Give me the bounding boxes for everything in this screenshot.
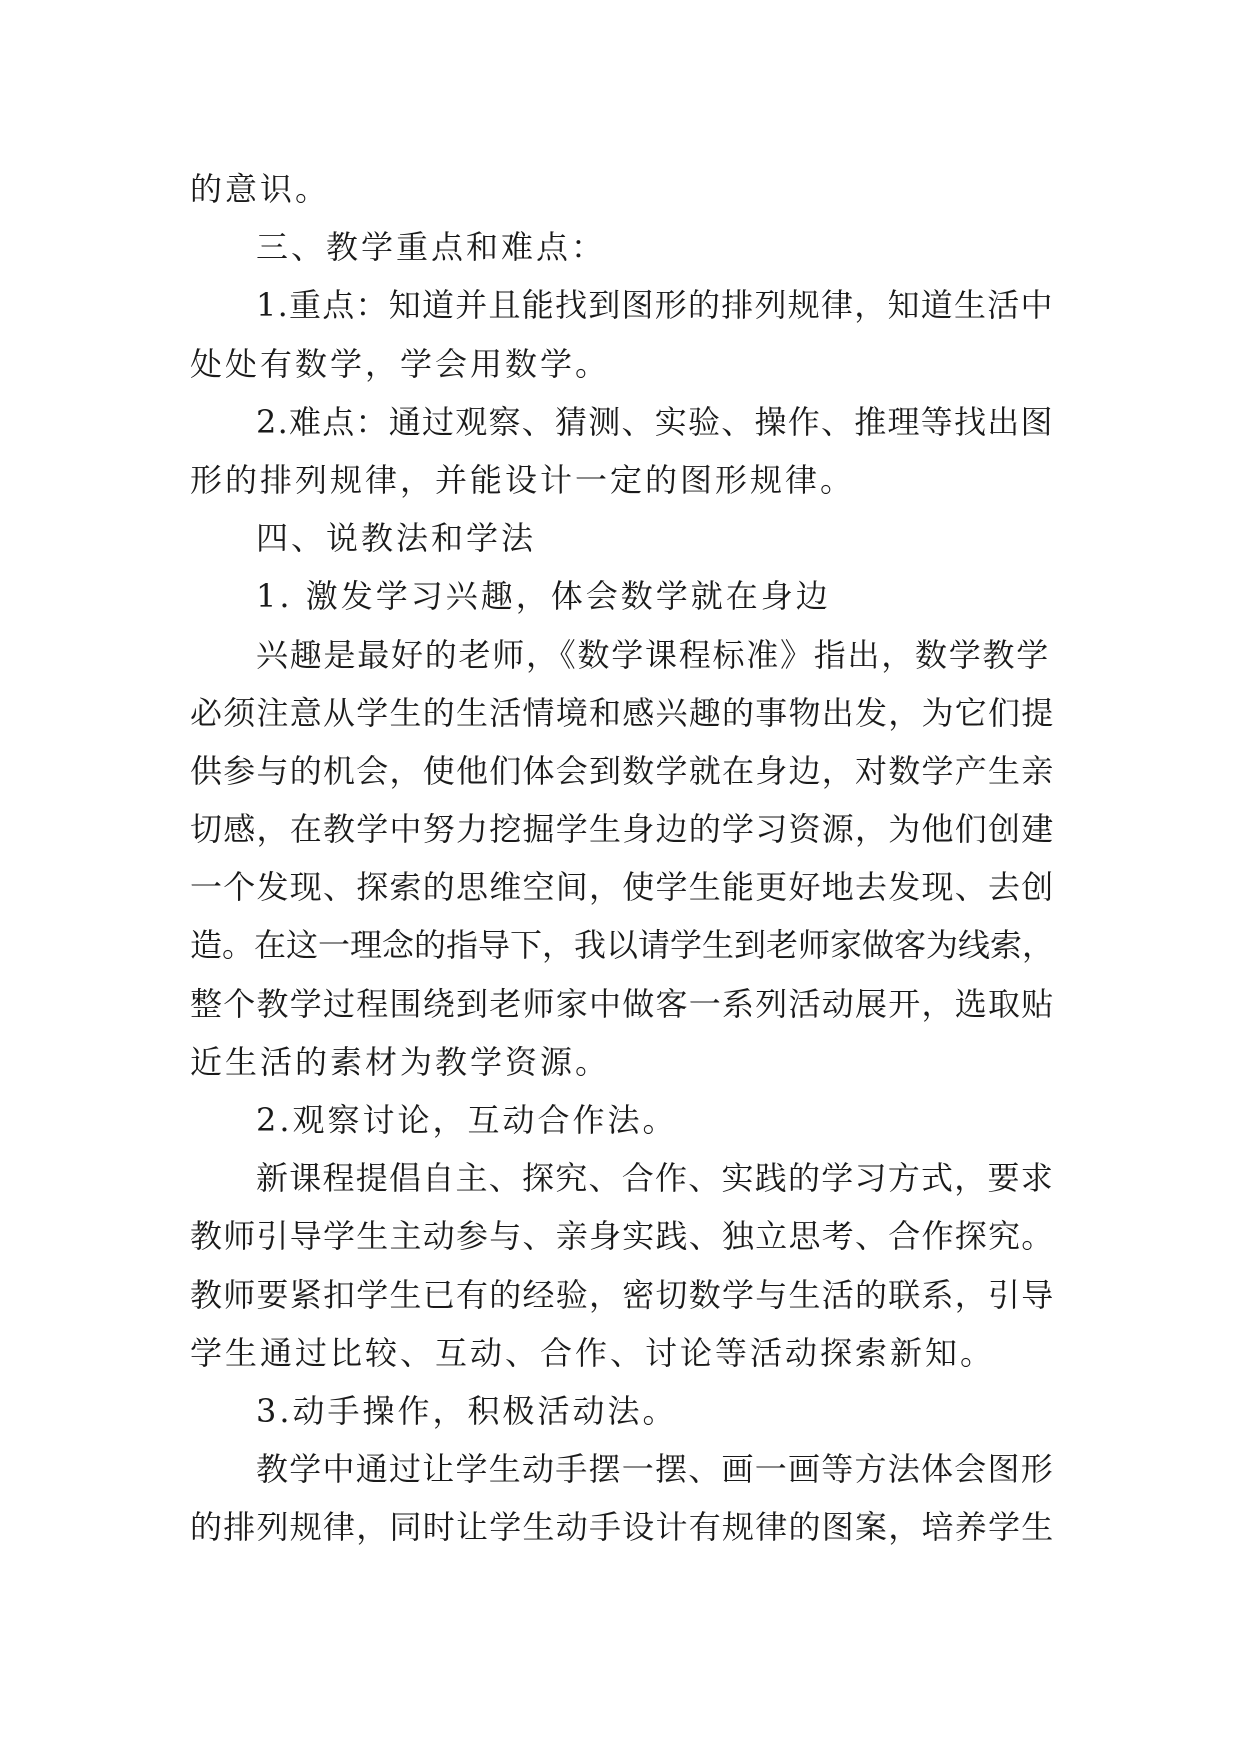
text-line: 三、教学重点和难点： [256,228,607,267]
text-line: 新课程提倡自主、探究、合作、实践的学习方式，要求 [256,1159,1055,1198]
text-line: 教师引导学生主动参与、亲身实践、独立思考、合作探究。 [190,1217,1055,1256]
document-body-text [190,160,1055,1557]
text-line: 1.重点：知道并且能找到图形的排列规律，知道生活中 [256,286,1054,325]
text-line: 整个教学过程围绕到老师家中做客一系列活动展开，选取贴 [190,984,1055,1023]
text-line: 处处有数学，学会用数学。 [190,344,611,383]
text-line: 形的排列规律，并能设计一定的图形规律。 [190,460,856,499]
text-line: 3.动手操作，积极活动法。 [256,1391,678,1430]
text-line: 近生活的素材为教学资源。 [190,1042,611,1081]
text-line: 供参与的机会，使他们体会到数学就在身边，对数学产生亲 [190,751,1055,790]
text-line: 1. 激发学习兴趣，体会数学就在身边 [256,577,831,616]
text-line: 教师要紧扣学生已有的经验，密切数学与生活的联系，引导 [190,1275,1055,1314]
text-line: 四、说教法和学法 [256,519,537,558]
text-line: 必须注意从学生的生活情境和感兴趣的事物出发，为它们提 [190,693,1055,732]
text-line: 学生通过比较、互动、合作、讨论等活动探索新知。 [190,1333,996,1372]
text-line: 切感，在教学中努力挖掘学生身边的学习资源，为他们创建 [190,810,1055,849]
text-line: 2.难点：通过观察、猜测、实验、操作、推理等找出图 [256,402,1054,441]
text-line: 一个发现、探索的思维空间，使学生能更好地去发现、去创 [190,868,1055,907]
text-line: 造。在这一理念的指导下，我以请学生到老师家做客为线索， [190,926,1055,965]
text-line: 2.观察讨论，互动合作法。 [256,1101,678,1139]
text-line: 兴趣是最好的老师，《数学课程标准》指出，数学教学 [256,635,1051,674]
text-line: 的意识。 [190,170,331,208]
text-line: 的排列规律，同时让学生动手设计有规律的图案，培养学生 [190,1508,1055,1547]
text-line: 教学中通过让学生动手摆一摆、画一画等方法体会图形 [256,1450,1055,1489]
